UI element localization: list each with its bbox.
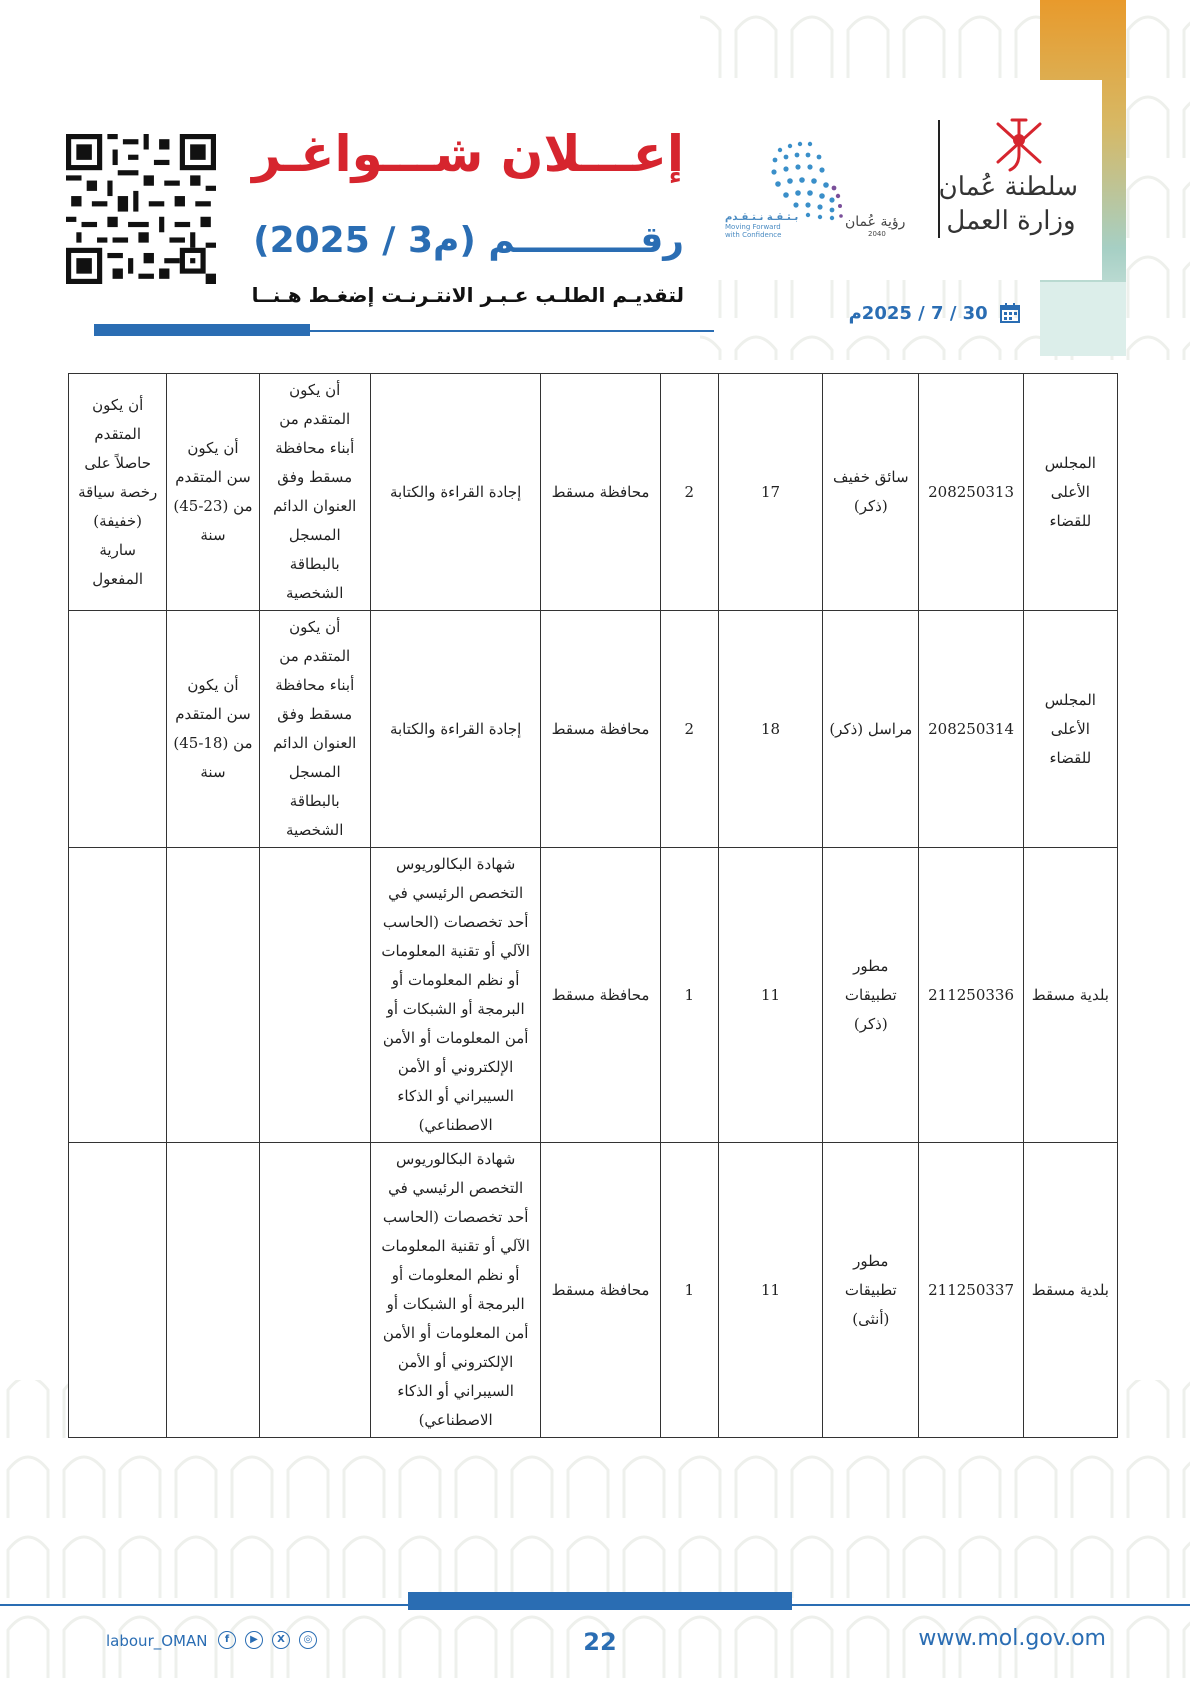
page-title: إعـــلان شـــواغـر bbox=[252, 125, 684, 183]
apply-online-link[interactable]: لتقديـم الطلـب عـبـر الانتـرنـت إضغـط هـنــا bbox=[251, 283, 684, 307]
cell-qualification: شهادة البكالوريوس التخصص الرئيسي في أحد تخصصات (الحاسب الآلي أو تقنية المعلومات أو نظم المعلومات أو البرمجة أو الشبكات أو أمن المعلومات أو الأمن الإلكتروني أو الأمن السيبراني أو الذكاء الاصطناعي) bbox=[370, 848, 540, 1143]
qr-code-icon[interactable] bbox=[66, 134, 216, 284]
cell-requirement-1: أن يكون المتقدم من أبناء محافظة مسقط وفق العنوان الدائم المسجل بالبطاقة الشخصية bbox=[259, 611, 370, 848]
cell-requirement-2: أن يكون سن المتقدم من (23-45) سنة bbox=[167, 374, 259, 611]
cell-grade: 11 bbox=[718, 848, 822, 1143]
cell-code: 208250313 bbox=[919, 374, 1023, 611]
cell-location: محافظة مسقط bbox=[541, 611, 660, 848]
cell-count: 2 bbox=[660, 611, 718, 848]
table-row bbox=[69, 848, 1118, 1143]
cell-code: 211250337 bbox=[919, 1143, 1023, 1438]
table-row bbox=[69, 1143, 1118, 1438]
instagram-icon[interactable]: ◎ bbox=[299, 1631, 317, 1649]
cell-title: سائق خفيف (ذكر) bbox=[823, 374, 919, 611]
website-link[interactable]: www.mol.gov.om bbox=[918, 1626, 1106, 1651]
vacancies-table bbox=[68, 373, 1118, 1438]
youtube-icon[interactable]: ▶ bbox=[245, 1631, 263, 1649]
cell-requirement-3 bbox=[69, 1143, 167, 1438]
cell-grade: 11 bbox=[718, 1143, 822, 1438]
cell-requirement-3 bbox=[69, 611, 167, 848]
cell-requirement-2 bbox=[167, 848, 259, 1143]
vision-tagline-ar: بـثـقـة نـتـقـدم bbox=[725, 212, 799, 223]
cell-location: محافظة مسقط bbox=[541, 848, 660, 1143]
cell-requirement-1 bbox=[259, 848, 370, 1143]
facebook-icon[interactable]: f bbox=[218, 1631, 236, 1649]
ministry-name: وزارة العمل bbox=[946, 206, 1076, 236]
vision-tagline-en-1: Moving Forward bbox=[725, 223, 781, 231]
cell-grade: 18 bbox=[718, 611, 822, 848]
cell-location: محافظة مسقط bbox=[541, 1143, 660, 1438]
social-handle[interactable]: labour_OMAN bbox=[106, 1632, 208, 1650]
footer-rule-accent bbox=[408, 1592, 792, 1610]
calendar-icon bbox=[1000, 303, 1020, 323]
cell-requirement-2 bbox=[167, 1143, 259, 1438]
oman-emblem-icon bbox=[988, 114, 1050, 176]
page-number: 22 bbox=[583, 1628, 617, 1656]
cell-qualification: شهادة البكالوريوس التخصص الرئيسي في أحد تخصصات (الحاسب الآلي أو تقنية المعلومات أو نظم المعلومات أو البرمجة أو الشبكات أو أمن المعلومات أو الأمن الإلكتروني أو الأمن السيبراني أو الذكاء الاصطناعي) bbox=[370, 1143, 540, 1438]
x-icon[interactable]: X bbox=[272, 1631, 290, 1649]
cell-title: مراسل (ذكر) bbox=[823, 611, 919, 848]
cell-qualification: إجادة القراءة والكتابة bbox=[370, 374, 540, 611]
announcement-number: رقــــــــــم (م3 / 2025) bbox=[253, 220, 684, 261]
cell-entity: بلدية مسقط bbox=[1023, 848, 1117, 1143]
cell-code: 211250336 bbox=[919, 848, 1023, 1143]
cell-entity: المجلس الأعلى للقضاء bbox=[1023, 374, 1117, 611]
cell-requirement-2: أن يكون سن المتقدم من (18-45) سنة bbox=[167, 611, 259, 848]
cell-title: مطور تطبيقات (ذكر) bbox=[823, 848, 919, 1143]
cell-count: 2 bbox=[660, 374, 718, 611]
vision-oman-label: رؤية عُمان bbox=[845, 214, 906, 230]
cell-requirement-3 bbox=[69, 848, 167, 1143]
cell-requirement-3: أن يكون المتقدم حاصلاً على رخصة سياقة (خفيفة) سارية المفعول bbox=[69, 374, 167, 611]
cell-title: مطور تطبيقات (أنثى) bbox=[823, 1143, 919, 1438]
cell-requirement-1 bbox=[259, 1143, 370, 1438]
cell-entity: بلدية مسقط bbox=[1023, 1143, 1117, 1438]
announcement-date bbox=[848, 302, 1020, 324]
cell-entity: المجلس الأعلى للقضاء bbox=[1023, 611, 1117, 848]
cell-count: 1 bbox=[660, 848, 718, 1143]
vision-year: 2040 bbox=[868, 230, 886, 238]
header-rule-accent bbox=[94, 324, 310, 336]
cell-grade: 17 bbox=[718, 374, 822, 611]
sultanate-name: سلطنة عُمان bbox=[938, 172, 1078, 202]
vision-tagline-en-2: with Confidence bbox=[725, 231, 782, 239]
cell-count: 1 bbox=[660, 1143, 718, 1438]
cell-qualification: إجادة القراءة والكتابة bbox=[370, 611, 540, 848]
cell-requirement-1: أن يكون المتقدم من أبناء محافظة مسقط وفق العنوان الدائم المسجل بالبطاقة الشخصية bbox=[259, 374, 370, 611]
cell-code: 208250314 bbox=[919, 611, 1023, 848]
cell-location: محافظة مسقط bbox=[541, 374, 660, 611]
table-row bbox=[69, 374, 1118, 611]
table-row bbox=[69, 611, 1118, 848]
date-text: 30 / 7 / 2025م bbox=[848, 302, 988, 324]
